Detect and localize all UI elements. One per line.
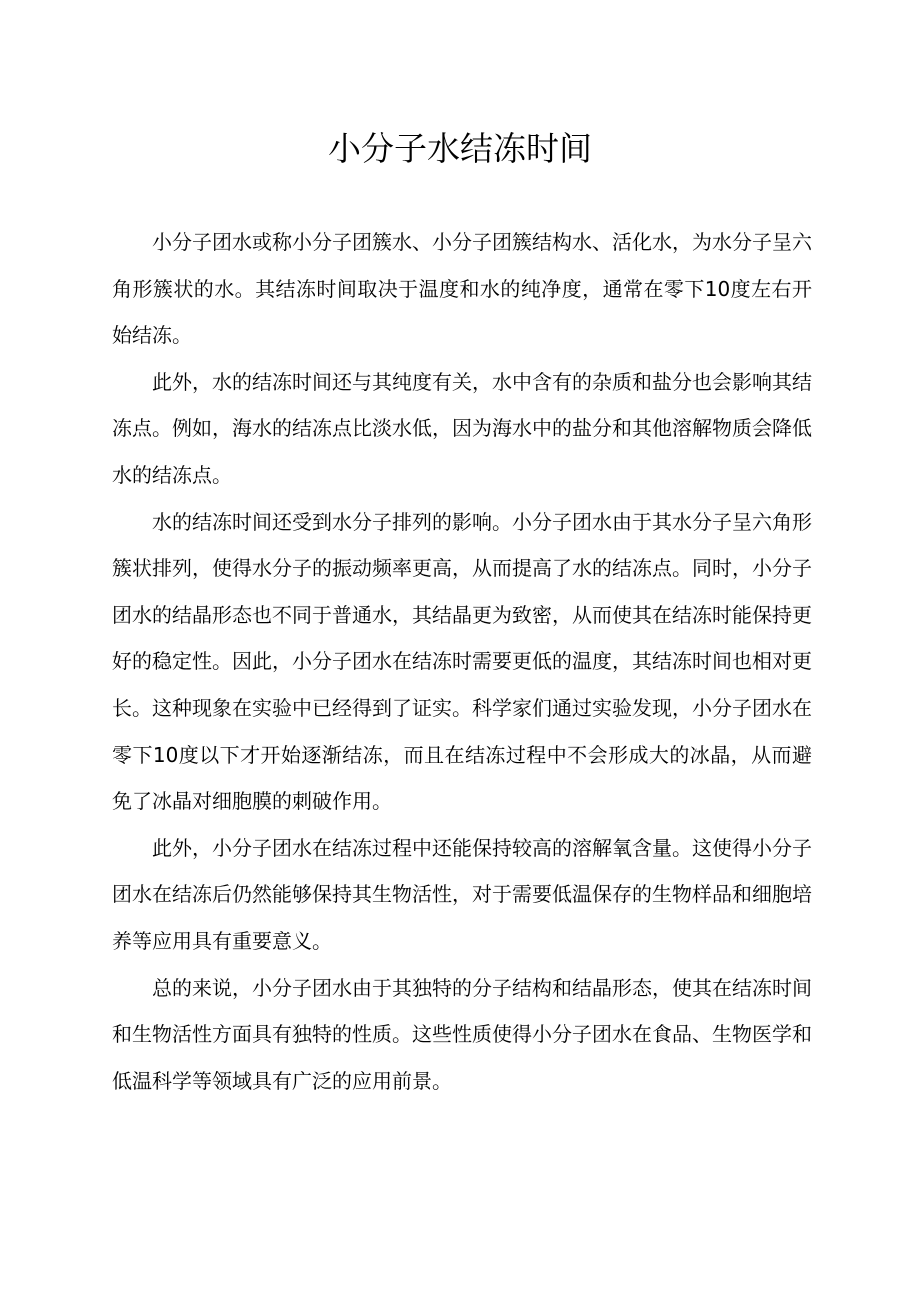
document-body <box>112 219 812 1104</box>
paragraph: 小分子团水或称小分子团簇水、小分子团簇结构水、活化水，为水分子呈六角形簇状的水。其结冻时间取决于温度和水的纯净度，通常在零下10度左右开始结冻。 <box>112 230 812 348</box>
paragraph: 此外，小分子团水在结冻过程中还能保持较高的溶解氧含量。这使得小分子团水在结冻后仍然能够保持其生物活性，对于需要低温保存的生物样品和细胞培养等应用具有重要意义。 <box>112 835 812 953</box>
paragraph: 总的来说，小分子团水由于其独特的分子结构和结晶形态，使其在结冻时间和生物活性方面具有独特的性质。这些性质使得小分子团水在食品、生物医学和低温科学等领域具有广泛的应用前景。 <box>112 975 812 1093</box>
paragraph: 水的结冻时间还受到水分子排列的影响。小分子团水由于其水分子呈六角形簇状排列，使得水分子的振动频率更高，从而提高了水的结冻点。同时，小分子团水的结晶形态也不同于普通水，其结晶更为致密，从而使其在结冻时能保持更好的稳定性。因此，小分子团水在结冻时需要更低的温度，其结冻时间也相对更长。这种现象在实验中已经得到了证实。科学家们通过实验发现，小分子团水在零下10度以下才开始逐渐结冻，而且在结冻过程中不会形成大的冰晶，从而避免了冰晶对细胞膜的刺破作用。 <box>112 509 812 814</box>
page-title: 小分子水结冻时间 <box>328 129 592 168</box>
paragraph: 此外，水的结冻时间还与其纯度有关，水中含有的杂质和盐分也会影响其结冻点。例如，海水的结冻点比淡水低，因为海水中的盐分和其他溶解物质会降低水的结冻点。 <box>112 369 812 487</box>
